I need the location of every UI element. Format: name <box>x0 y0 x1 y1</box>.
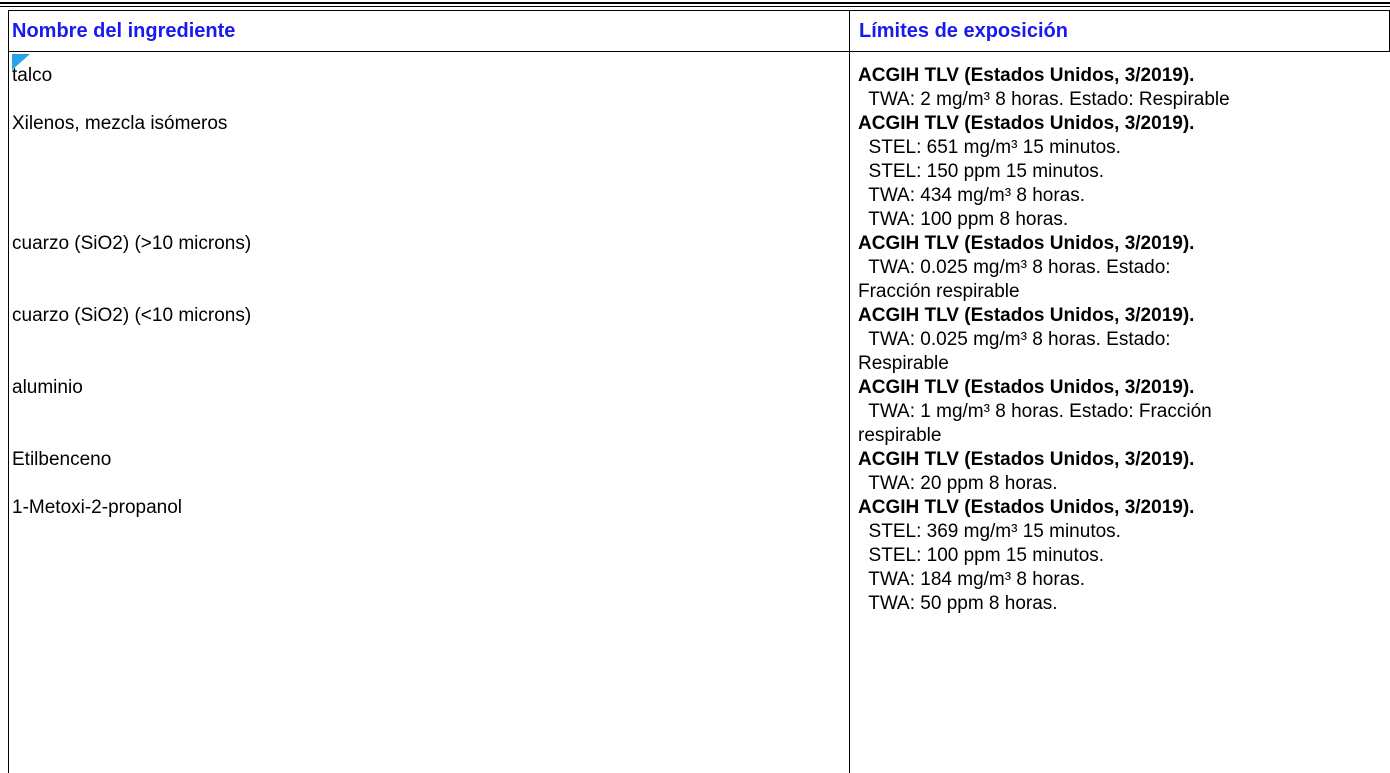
limit-value: TWA: 2 mg/m³ 8 horas. Estado: Respirable <box>858 89 1230 110</box>
limit-value: respirable <box>858 425 942 446</box>
column-divider <box>849 52 850 773</box>
table-row <box>9 496 1390 616</box>
exposure-limits-cell <box>849 112 1390 232</box>
limit-value: Fracción respirable <box>858 281 1020 302</box>
ingredient-name: cuarzo (SiO2) (<10 microns) <box>12 305 252 326</box>
limit-value: TWA: 0.025 mg/m³ 8 horas. Estado: <box>858 257 1171 278</box>
table-row <box>9 304 1390 376</box>
limit-standard: ACGIH TLV (Estados Unidos, 3/2019). <box>858 497 1195 518</box>
limit-value: TWA: 0.025 mg/m³ 8 horas. Estado: <box>858 329 1171 350</box>
limit-value: STEL: 369 mg/m³ 15 minutos. <box>858 521 1121 542</box>
table-row <box>9 448 1390 496</box>
exposure-limits-cell <box>849 496 1390 616</box>
comment-marker-icon <box>12 54 30 70</box>
ingredient-name: 1-Metoxi-2-propanol <box>12 497 183 518</box>
table-row <box>9 52 1390 112</box>
limit-standard: ACGIH TLV (Estados Unidos, 3/2019). <box>858 65 1195 86</box>
limit-value: STEL: 150 ppm 15 minutos. <box>858 161 1105 182</box>
limit-value: TWA: 184 mg/m³ 8 horas. <box>858 569 1086 590</box>
ingredient-name: aluminio <box>12 377 83 398</box>
limit-standard: ACGIH TLV (Estados Unidos, 3/2019). <box>858 449 1195 470</box>
ingredient-name: cuarzo (SiO2) (>10 microns) <box>12 233 252 254</box>
exposure-limits-cell <box>849 232 1390 304</box>
exposure-limits-cell <box>849 304 1390 376</box>
limit-value: Respirable <box>858 353 949 374</box>
limit-standard: ACGIH TLV (Estados Unidos, 3/2019). <box>858 377 1195 398</box>
table-row <box>9 112 1390 232</box>
limit-standard: ACGIH TLV (Estados Unidos, 3/2019). <box>858 305 1195 326</box>
limit-value: TWA: 100 ppm 8 horas. <box>858 209 1069 230</box>
limit-value: TWA: 434 mg/m³ 8 horas. <box>858 185 1086 206</box>
table-row <box>9 232 1390 304</box>
top-rule-thin <box>0 6 1390 7</box>
exposure-limits-cell <box>849 448 1390 496</box>
ingredient-name: Etilbenceno <box>12 449 112 470</box>
limit-value: STEL: 100 ppm 15 minutos. <box>858 545 1105 566</box>
ingredient-name-text: talco <box>12 65 53 86</box>
exposure-limits-cell <box>849 376 1390 448</box>
ingredient-name: Xilenos, mezcla isómeros <box>12 113 228 134</box>
exposure-limits-table <box>8 10 1390 773</box>
header-exposure-limits: Límites de exposición <box>849 11 1390 51</box>
ingredient-name <box>9 52 849 112</box>
limit-value: TWA: 50 ppm 8 horas. <box>858 593 1058 614</box>
table-body <box>9 52 1390 616</box>
top-rule <box>0 2 1390 4</box>
exposure-limits-cell <box>849 52 1390 112</box>
limit-value: TWA: 20 ppm 8 horas. <box>858 473 1058 494</box>
header-ingredient-name: Nombre del ingrediente <box>12 20 236 42</box>
limit-standard: ACGIH TLV (Estados Unidos, 3/2019). <box>858 233 1195 254</box>
table-header <box>9 10 1390 52</box>
limit-value: TWA: 1 mg/m³ 8 horas. Estado: Fracción <box>858 401 1212 422</box>
limit-standard: ACGIH TLV (Estados Unidos, 3/2019). <box>858 113 1195 134</box>
table-row <box>9 376 1390 448</box>
limit-value: STEL: 651 mg/m³ 15 minutos. <box>858 137 1121 158</box>
